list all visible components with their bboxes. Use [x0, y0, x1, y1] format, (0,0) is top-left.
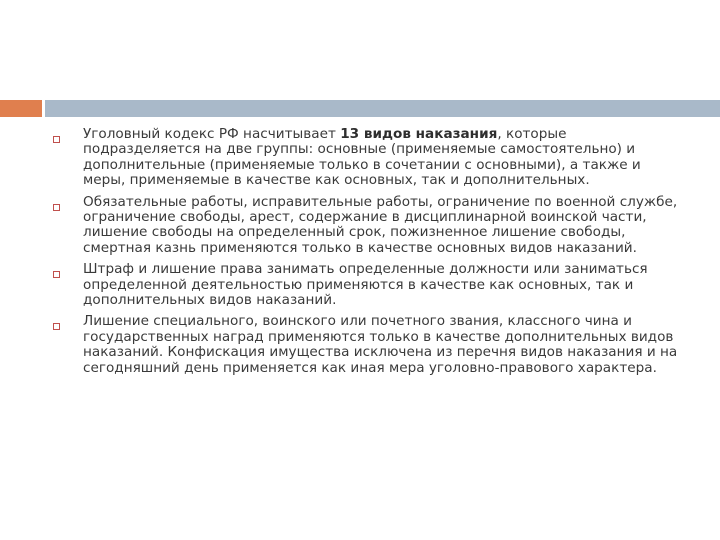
bullet-item-1	[52, 127, 687, 189]
accent-bar	[0, 100, 42, 117]
bullet-item-2	[52, 195, 687, 257]
bullet-list	[52, 127, 687, 382]
square-bullet-icon	[53, 204, 60, 211]
bullet-text: Лишение специального, воинского или почетного звания, классного чина и государственных наград применяются только в качестве дополнительных видов наказаний. Конфискация имущества исключена из перечня видов наказания и на сегодняшний день применяется как иная мера уголовно-правового характера.	[83, 313, 678, 376]
square-bullet-icon	[53, 271, 60, 278]
square-bullet-icon	[53, 136, 60, 143]
bullet-bold-text: 13 видов наказания	[340, 126, 498, 142]
header-bar	[45, 100, 720, 117]
bullet-item-4	[52, 314, 687, 376]
bullet-text: Обязательные работы, исправительные работы, ограничение по военной службе, ограничение свободы, арест, содержание в дисциплинарной воинской части, лишение свободы на определенный срок, пожизненное лишение свободы, смертная казнь применяются только в качестве основных видов наказаний.	[83, 193, 678, 256]
bullet-text: Штраф и лишение права занимать определенные должности или заниматься определенной деятельностью применяются в качестве как основных, так и дополнительных видов наказаний.	[83, 261, 648, 309]
square-bullet-icon	[53, 323, 60, 330]
bullet-item-3	[52, 262, 687, 308]
bullet-text	[83, 127, 687, 189]
bullet-text-part: Уголовный кодекс РФ насчитывает	[83, 126, 341, 142]
bullet-text-part: , которые подразделяется на две группы: основные (применяемые самостоятельно) и дополнительные (применяемые только в сочетании с основными), а также и меры, применяемые в качестве как основных, так и дополнительных.	[83, 126, 641, 189]
